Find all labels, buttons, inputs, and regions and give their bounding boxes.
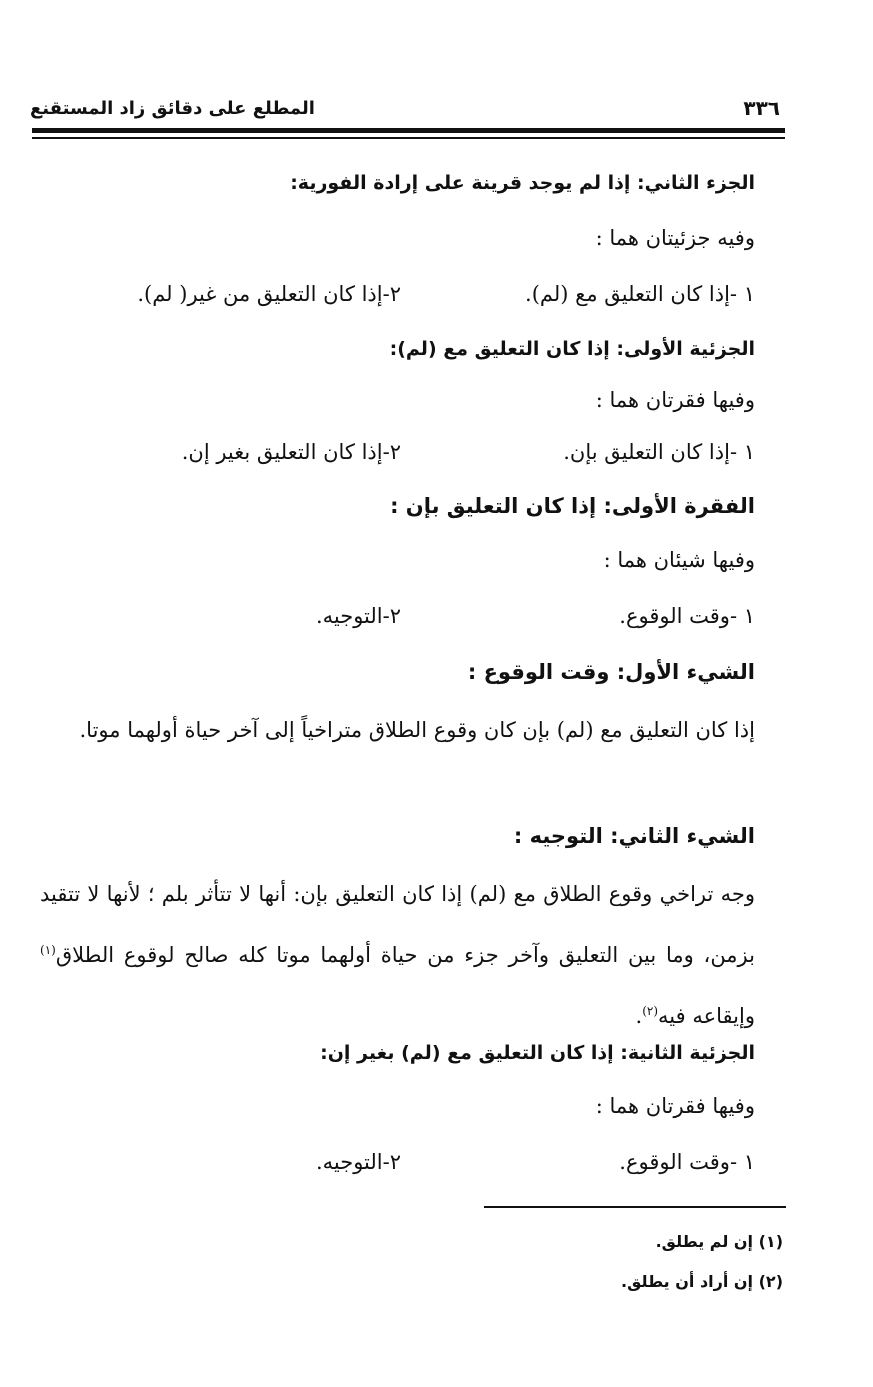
page-number: ٣٣٦ (743, 96, 780, 120)
thing1-text: إذا كان التعليق مع (لم) بإن كان وقوع الطلاق متراخياً إلى آخر حياة أولهما موتا. (79, 718, 755, 742)
footnote-ref-1[interactable]: (١) (40, 943, 56, 957)
thing2-text-part1: وجه تراخي وقوع الطلاق مع (لم) إذا كان التعليق بإن: أنها لا تتأثر بلم ؛ لأنها لا تتقيد بزمن، وما بين التعليق وآخر جزء من حياة أولهما موتا كله صالح لوقوع الطلاق (40, 882, 755, 967)
intro-line-3: وفيها شيئان هما : (603, 548, 755, 572)
list-item-1b: ٢-إذا كان التعليق من غير( لم). (137, 282, 401, 306)
paragraph-title: الفقرة الأولى: إذا كان التعليق بإن : (390, 494, 755, 518)
intro-line-4: وفيها فقرتان هما : (595, 1094, 755, 1118)
footnote-separator (484, 1206, 786, 1208)
thing2-text-part2: وإيقاعه فيه (658, 1004, 755, 1028)
footnote-2: (٢) إن أراد أن يطلق. (621, 1272, 783, 1291)
list-item-3b: ٢-التوجيه. (315, 604, 401, 628)
thing2-title: الشيء الثاني: التوجيه : (513, 824, 755, 848)
subsection-title-2: الجزئية الثانية: إذا كان التعليق مع (لم) بغير إن: (320, 1042, 755, 1064)
subsection-title-1: الجزئية الأولى: إذا كان التعليق مع (لم): (389, 338, 755, 360)
list-item-2b: ٢-إذا كان التعليق بغير إن. (181, 440, 401, 464)
running-header-title: المطلع على دقائق زاد المستقنع (30, 98, 315, 119)
header-rule-thin (32, 137, 785, 139)
list-item-2a: ١ -إذا كان التعليق بإن. (563, 440, 755, 464)
header-rule-thick (32, 128, 785, 133)
thing2-text-part3: . (635, 1004, 643, 1028)
footnote-ref-2[interactable]: (٢) (642, 1004, 659, 1018)
list-item-4b: ٢-التوجيه. (315, 1150, 401, 1174)
thing2-text (40, 866, 755, 1044)
thing1-title: الشيء الأول: وقت الوقوع : (467, 660, 755, 684)
intro-line-1: وفيه جزئيتان هما : (595, 226, 755, 250)
list-item-1a: ١ -إذا كان التعليق مع (لم). (525, 282, 755, 306)
intro-line-2: وفيها فقرتان هما : (595, 388, 755, 412)
footnote-1: (١) إن لم يطلق. (655, 1232, 783, 1251)
list-item-3a: ١ -وقت الوقوع. (619, 604, 755, 628)
section-title: الجزء الثاني: إذا لم يوجد قرينة على إرادة الفورية: (290, 172, 755, 194)
list-item-4a: ١ -وقت الوقوع. (619, 1150, 755, 1174)
